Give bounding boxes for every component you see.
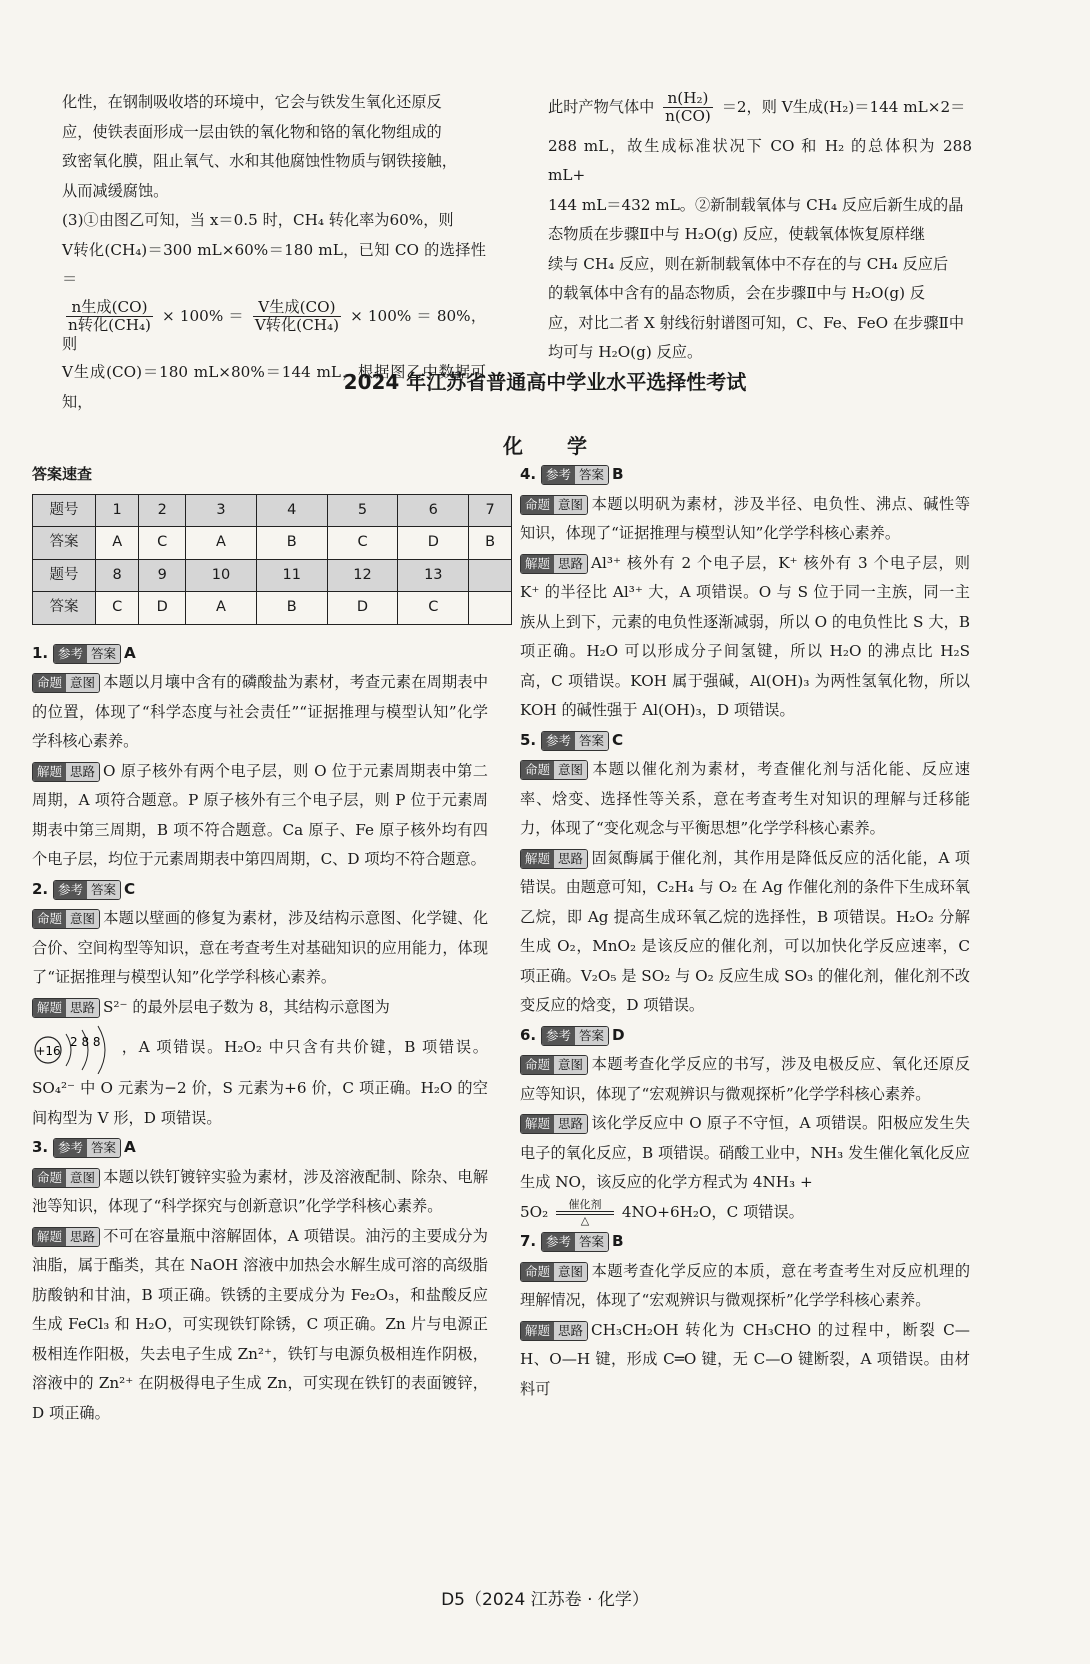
question-5 — [520, 726, 970, 1021]
question-1 — [32, 639, 488, 875]
question-4 — [520, 460, 970, 726]
text-span: ＝2，则 V生成(H₂)＝144 mL×2＝ — [721, 97, 966, 116]
text-line: (3)①由图乙可知，当 x＝0.5 时，CH₄ 转化率为60%，则 — [62, 211, 454, 229]
subject-title: 化 学 — [503, 434, 587, 458]
top-right-continuation — [548, 88, 972, 368]
table-row: 题号 8 9 10 11 12 13 — [33, 559, 512, 592]
solution-paragraph: 解题 思路 该化学反应中 O 原子不守恒，A 项错误。阳极应发生失电子的氧化反应，B 项错误。硝酸工业中，NH₃ 发生催化氧化反应生成 NO，该反应的化学方程式为 4NH₃ + — [520, 1114, 970, 1191]
answer-table — [32, 494, 512, 625]
answer-value: A — [124, 1138, 136, 1156]
answer-tag: 参考 答案 — [53, 880, 121, 900]
answer-value: C — [124, 879, 136, 898]
intent-paragraph: 命题 意图 本题以壁画的修复为素材，涉及结构示意图、化学键、化合价、空间构型等知识，意在考查考生对基础知识的应用能力，体现了“证据推理与模型认知”化学学科核心素养。 — [32, 909, 488, 986]
text-line: 的载氧体中含有的晶态物质，会在步骤Ⅱ中与 H₂O(g) 反 — [548, 284, 926, 303]
text-line: 续与 CH₄ 反应，则在新制载氧体中不存在的与 CH₄ 反应后 — [548, 254, 949, 273]
solution-tag: 解题 思路 — [32, 998, 100, 1018]
solution-paragraph: 解题 思路 固氮酶属于催化剂，其作用是降低反应的活化能，A 项错误。由题意可知，C₂H₄ 与 O₂ 在 Ag 作催化剂的条件下生成环氧乙烷，即 Ag 提高生成环氧乙烷的选择性，B 项错误。H₂O₂ 分解生成 O₂，MnO₂ 是该反应的催化剂，可以加快化学反应速率，C 项正确。V₂O₅ 是 SO₂ 与 O₂ 反应生成 SO₃ 的催化剂，催化剂不改变反应的焓变，D 项错误。 — [520, 848, 970, 1014]
fraction: $\frac{\text{n生成(CO)}}{\text{n转化(CH₄)}}$ — [68, 297, 151, 334]
question-7 — [520, 1227, 970, 1404]
text-line: 化性，在钢制吸收塔的环境中，它会与铁发生氧化还原反 — [62, 93, 442, 111]
fraction: $\frac{\text{V生成(CO)}}{\text{V转化(CH₄)}}$ — [254, 297, 339, 334]
text-line: 应，使铁表面形成一层由铁的氧化物和铬的氧化物组成的 — [62, 122, 442, 141]
question-2 — [32, 875, 488, 1134]
answer-tag: 参考 答案 — [541, 1026, 609, 1046]
text-line: V生成(CO)＝180 mL×80%＝144 mL，根据图乙中数据可知， — [62, 363, 486, 411]
text-line: V转化(CH₄)＝300 mL×60%＝180 mL，已知 CO 的选择性＝ — [62, 240, 486, 288]
answer-tag: 参考 答案 — [541, 465, 609, 485]
formula-line — [548, 90, 972, 126]
answer-tag: 参考 答案 — [541, 1232, 609, 1252]
text-span: × 100% ＝ — [162, 306, 244, 325]
solution-paragraph: +16 2 8 8 ，A 项错误。H₂O₂ 中只含有共价键，B 项错误。SO₄²⁻ 中 O 元素为−2 价，S 元素为+6 价，C 项正确。H₂O 的空间构型为 V 形，D 项错误。 — [32, 1022, 488, 1133]
answer-value: B — [612, 465, 624, 483]
solution-paragraph: 解题 思路 S²⁻ 的最外层电子数为 8，其结构示意图为 — [32, 993, 488, 1023]
answer-value: A — [124, 643, 136, 662]
svg-text:2 8 8: 2 8 8 — [70, 1035, 101, 1049]
intent-tag: 命题 意图 — [520, 760, 588, 780]
answer-tag: 参考 答案 — [53, 1138, 121, 1158]
answer-value: C — [612, 730, 624, 749]
right-column — [520, 460, 970, 1404]
intent-tag: 命题 意图 — [520, 495, 588, 515]
question-number: 6. — [520, 1025, 537, 1044]
question-number: 2. — [32, 879, 49, 898]
solution-paragraph: 解题 思路 Al³⁺ 核外有 2 个电子层，K⁺ 核外有 3 个电子层，则 K⁺ 的半径比 Al³⁺ 大，A 项错误。O 与 S 位于同一主族，同一主族从上到下，元素的电负性逐渐减弱，所以 O 的电负性比 S 大，B 项正确。H₂O 可以形成分子间氢键，所以 H₂O 的沸点比 H₂S 高，C 项错误。KOH 属于强碱，Al(OH)₃ 为两性氢氧化物，所以 KOH 的碱性强于 Al(OH)₃，D 项错误。 — [520, 553, 970, 719]
answer-tag: 参考 答案 — [541, 731, 609, 751]
question-number: 3. — [32, 1138, 49, 1156]
answer-value: D — [612, 1025, 625, 1044]
solution-paragraph: 解题 思路 O 原子核外有两个电子层，则 O 位于元素周期表中第二周期，A 项符合题意。P 原子核外有三个电子层，则 P 位于元素周期表中第三周期，B 项不符合题意。Ca 原子、Fe 原子核外均有四个电子层，均位于元素周期表中第四周期，C、D 项均不符合题意。 — [32, 761, 488, 868]
solution-tag: 解题 思路 — [32, 1227, 100, 1247]
question-number: 5. — [520, 730, 537, 749]
solution-paragraph: 解题 思路 不可在容量瓶中溶解固体，A 项错误。油污的主要成分为油脂，属于酯类，其在 NaOH 溶液中加热会水解生成可溶的高级脂肪酸钠和甘油，B 项正确。铁锈的主要成分为 Fe₂O₃，和盐酸反应生成 FeCl₃ 和 H₂O，可实现铁钉除锈，C 项正确。Zn 片与电源正极相连作阳极，失去电子生成 Zn²⁺，铁钉与电源负极相连作阴极，溶液中的 Zn²⁺ 在阴极得电子生成 Zn，可实现在铁钉的表面镀锌，D 项正确。 — [32, 1226, 488, 1422]
text-span: 此时产物气体中 — [548, 97, 655, 116]
answer-tag: 参考 答案 — [53, 644, 121, 664]
solution-tag: 解题 思路 — [32, 762, 100, 782]
text-line: 致密氧化膜，阻止氧气、水和其他腐蚀性物质与钢铁接触， — [62, 152, 457, 170]
question-6 — [520, 1021, 970, 1228]
intent-paragraph: 命题 意图 本题以铁钉镀锌实验为素材，涉及溶液配制、除杂、电解池等知识，体现了“科学探究与创新意识”化学学科核心素养。 — [32, 1167, 488, 1215]
solution-tag: 解题 思路 — [520, 554, 588, 574]
exam-title: 2024 年江苏省普通高中学业水平选择性考试 — [343, 370, 747, 394]
text-line: 态物质在步骤Ⅱ中与 H₂O(g) 反应，使载氧体恢复原样继 — [548, 225, 926, 244]
text-line: 应，对比二者 X 射线衍射谱图可知，C、Fe、FeO 在步骤Ⅱ中 — [548, 313, 965, 332]
intent-paragraph: 命题 意图 本题考查化学反应的书写，涉及电极反应、氧化还原反应等知识，体现了“宏观辨识与微观探析”化学学科核心素养。 — [520, 1055, 970, 1103]
intent-tag: 命题 意图 — [32, 673, 100, 693]
sulfide-ion-structure-diagram — [32, 1022, 120, 1074]
intent-paragraph: 命题 意图 本题以月壤中含有的磷酸盐为素材，考查元素在周期表中的位置，体现了“科学态度与社会责任”“证据推理与模型认知”化学学科核心素养。 — [32, 673, 488, 750]
table-row: 答案 C D A B D C — [33, 592, 512, 625]
intent-tag: 命题 意图 — [32, 1168, 100, 1188]
solution-tag: 解题 思路 — [520, 1114, 588, 1134]
answer-value: B — [612, 1232, 624, 1250]
formula-line — [62, 299, 486, 355]
text-line: 均可与 H₂O(g) 反应。 — [548, 343, 703, 362]
solution-tag: 解题 思路 — [520, 849, 588, 869]
intent-tag: 命题 意图 — [520, 1262, 588, 1282]
solution-tag: 解题 思路 — [520, 1321, 588, 1341]
equation-line: 5O₂ 催化剂 △ 4NO+6H₂O，C 项错误。 — [520, 1197, 804, 1227]
svg-text:+16: +16 — [35, 1044, 61, 1058]
table-row: 题号 1 2 3 4 5 6 7 — [33, 494, 512, 527]
quick-check-title: 答案速查 — [32, 465, 93, 483]
question-3 — [32, 1133, 488, 1428]
page-footer: D5（2024 江苏卷 · 化学） — [441, 1590, 649, 1610]
intent-paragraph: 命题 意图 本题以催化剂为素材，考查催化剂与活化能、反应速率、焓变、选择性等关系，意在考查考生对知识的理解与迁移能力，体现了“变化观念与平衡思想”化学学科核心素养。 — [520, 760, 970, 837]
text-line: 144 mL＝432 mL。②新制载氧体与 CH₄ 反应后新生成的晶 — [548, 195, 964, 214]
left-column — [32, 460, 496, 1428]
question-number: 4. — [520, 465, 537, 483]
solution-paragraph: 解题 思路 CH₃CH₂OH 转化为 CH₃CHO 的过程中，断裂 C—H、O—H 键，形成 C═O 键，无 C—O 键断裂，A 项错误。由材料可 — [520, 1320, 970, 1398]
question-number: 1. — [32, 643, 49, 662]
text-line: 288 mL，故生成标准状况下 CO 和 H₂ 的总体积为 288 mL+ — [548, 136, 972, 185]
table-row: 答案 A C A B C D B — [33, 527, 512, 560]
text-span: × 100% ＝ 80%，则 — [62, 306, 487, 354]
text-line: 从而减缓腐蚀。 — [62, 181, 169, 200]
fraction: $\frac{\text{n(H₂)}}{n(CO)}$ — [665, 89, 711, 126]
question-number: 7. — [520, 1232, 537, 1250]
intent-tag: 命题 意图 — [520, 1055, 588, 1075]
intent-paragraph: 命题 意图 本题考查化学反应的本质，意在考查考生对反应机理的理解情况，体现了“宏观辨识与微观探析”化学学科核心素养。 — [520, 1261, 970, 1309]
intent-paragraph: 命题 意图 本题以明矾为素材，涉及半径、电负性、沸点、碱性等知识，体现了“证据推理与模型认知”化学学科核心素养。 — [520, 494, 970, 542]
intent-tag: 命题 意图 — [32, 909, 100, 929]
